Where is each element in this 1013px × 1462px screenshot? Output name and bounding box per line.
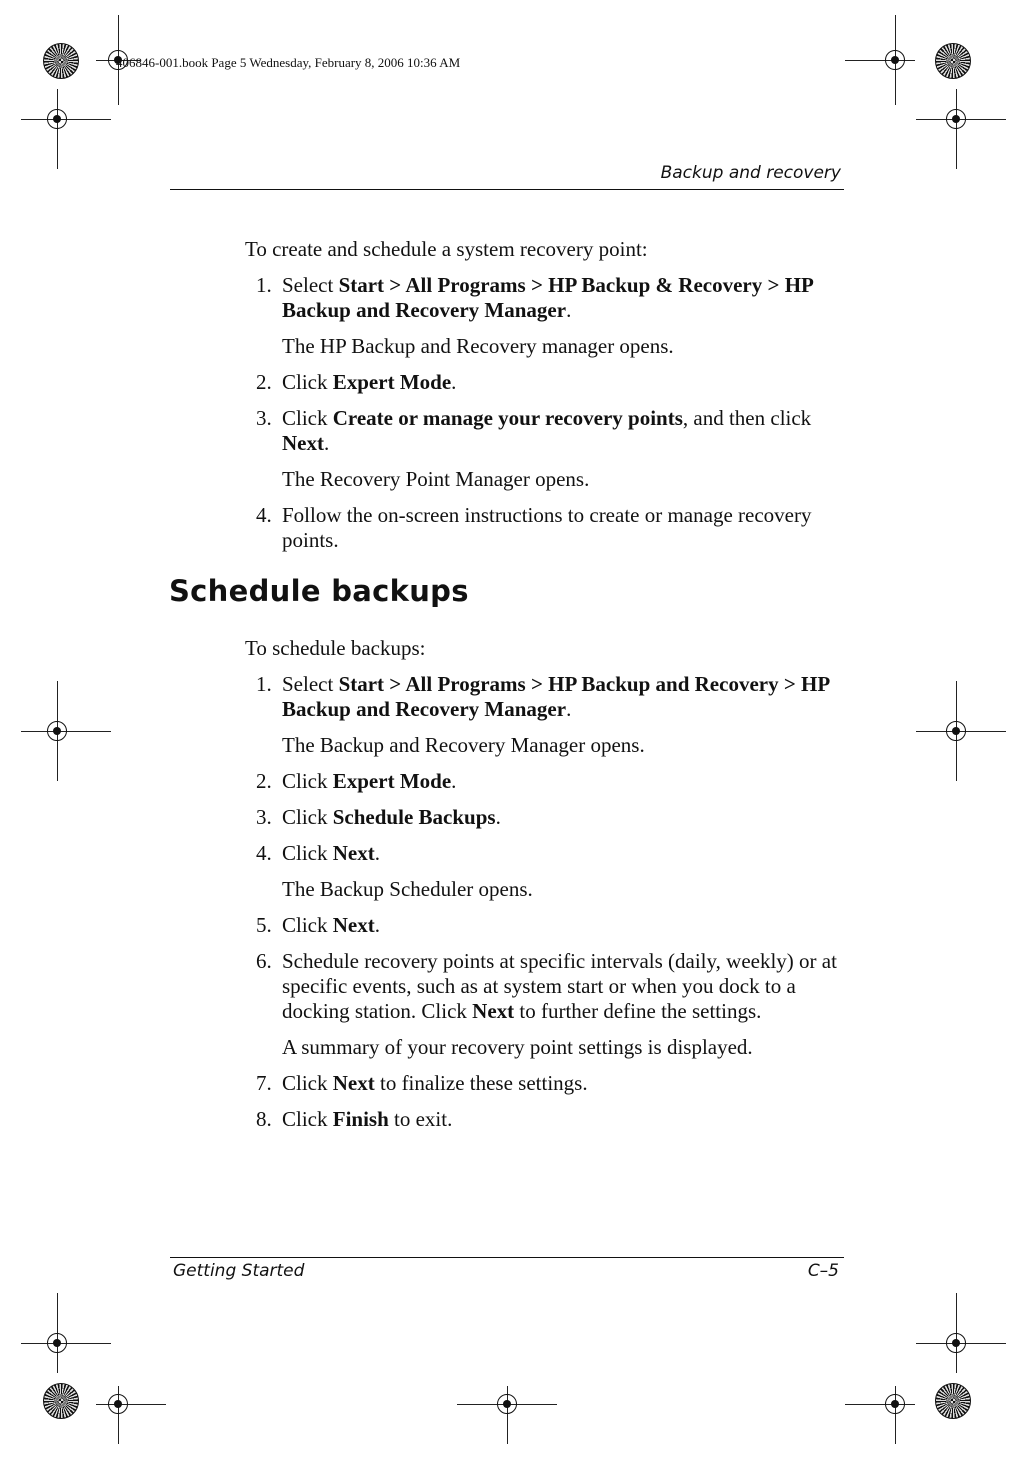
list-item-note: The Backup Scheduler opens. bbox=[282, 877, 533, 901]
list-item: 2. Click Expert Mode. bbox=[256, 370, 457, 394]
list-item-note: A summary of your recovery point settings is displayed. bbox=[282, 1035, 753, 1059]
list-item: 8. Click Finish to exit. bbox=[256, 1107, 453, 1131]
list-item: 3. Click Schedule Backups. bbox=[256, 805, 501, 829]
section-schedule-backups bbox=[245, 636, 845, 1143]
section-create-recovery-point bbox=[245, 237, 845, 564]
running-header-title: Backup and recovery bbox=[660, 163, 841, 183]
print-stamp: 406846-001.book Page 5 Wednesday, February 8, 2006 10:36 AM bbox=[116, 55, 461, 70]
list-item: 1. Select Start > All Programs > HP Backup and Recovery > HP Backup and Recovery Manager. bbox=[256, 672, 830, 721]
section-heading: Schedule backups bbox=[169, 574, 469, 608]
list-item: 6. Schedule recovery points at specific intervals (daily, weekly) or at specific events, such as at system start or when you dock to a docking station. Click Next to further define the settings. bbox=[256, 949, 837, 1023]
list-item: 7. Click Next to finalize these settings. bbox=[256, 1071, 588, 1095]
list-item: 3. Click Create or manage your recovery points, and then click Next. bbox=[256, 406, 812, 455]
list-item: 4. Follow the on-screen instructions to create or manage recovery points. bbox=[256, 503, 812, 552]
registration-rosette-icon bbox=[935, 43, 971, 79]
list-item: 2. Click Expert Mode. bbox=[256, 769, 457, 793]
list-item-note: The HP Backup and Recovery manager opens. bbox=[282, 334, 674, 358]
footer-book-title: Getting Started bbox=[173, 1261, 305, 1281]
footer-rule bbox=[170, 1257, 844, 1258]
list-item-note: The Recovery Point Manager opens. bbox=[282, 467, 590, 491]
section1-intro: To create and schedule a system recovery point: bbox=[245, 237, 648, 261]
registration-rosette-icon bbox=[935, 1383, 971, 1419]
list-item-note: The Backup and Recovery Manager opens. bbox=[282, 733, 645, 757]
header-rule bbox=[170, 189, 844, 190]
list-item: 4. Click Next. bbox=[256, 841, 380, 865]
list-item: 1. Select Start > All Programs > HP Backup & Recovery > HP Backup and Recovery Manager. bbox=[256, 273, 813, 322]
registration-rosette-icon bbox=[43, 43, 79, 79]
registration-rosette-icon bbox=[43, 1383, 79, 1419]
list-item: 5. Click Next. bbox=[256, 913, 380, 937]
footer-page-number: C–5 bbox=[807, 1261, 839, 1281]
section2-intro: To schedule backups: bbox=[245, 636, 426, 660]
